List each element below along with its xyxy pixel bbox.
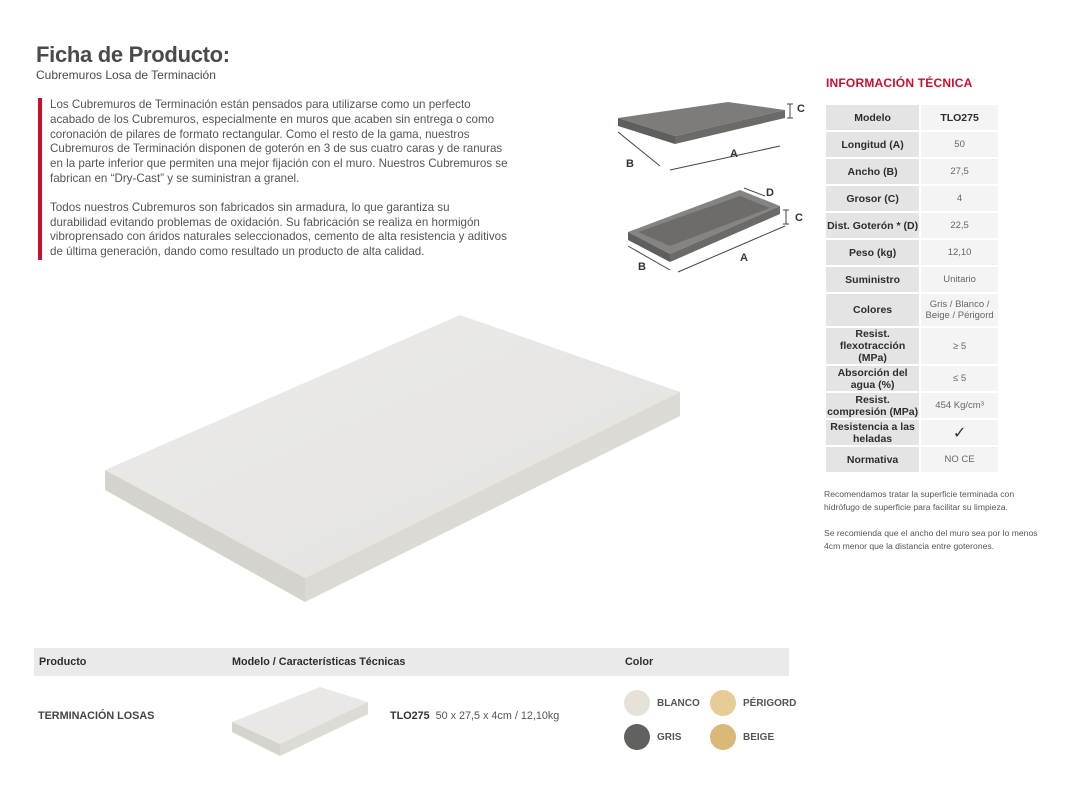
dim-label-c: C (795, 212, 803, 224)
note: Se recomienda que el ancho del muro sea por lo menos 4cm menor que la distancia entre goterones. (824, 528, 1038, 551)
dim-label-a: A (740, 252, 748, 264)
tech-key: Resistencia a las heladas (825, 419, 920, 446)
table-row (825, 419, 999, 446)
dimension-diagram-bottom (620, 184, 810, 274)
color-label: GRIS (657, 732, 682, 743)
model-code: TLO275 (390, 710, 430, 722)
tech-value: 27,5 (920, 158, 999, 185)
slab-bottom-view-icon (620, 184, 810, 274)
tech-value: 22,5 (920, 212, 999, 239)
tech-value: 12,10 (920, 239, 999, 266)
header-color: Color (625, 656, 654, 668)
tech-key: Resist. compresión (MPa) (825, 392, 920, 419)
page-subtitle: Cubremuros Losa de Terminación (36, 68, 216, 82)
tech-key: Modelo (825, 104, 920, 131)
tech-info-title: INFORMACIÓN TÉCNICA (826, 76, 973, 90)
table-row (825, 365, 999, 392)
table-row (825, 327, 999, 365)
table-row (825, 212, 999, 239)
table-row (825, 131, 999, 158)
tech-value: ≤ 5 (920, 365, 999, 392)
product-table-row (34, 678, 797, 782)
page-title: Ficha de Producto: (36, 42, 230, 67)
header-model: Modelo / Características Técnicas (232, 656, 406, 668)
tech-key: Resist. flexotracción (MPa) (825, 327, 920, 365)
tech-value: 4 (920, 185, 999, 212)
tech-value: ≥ 5 (920, 327, 999, 365)
slab-product-image (100, 310, 690, 610)
tech-key: Longitud (A) (825, 131, 920, 158)
product-image (100, 310, 690, 615)
dim-label-d: D (766, 187, 774, 199)
tech-value: 454 Kg/cm³ (920, 392, 999, 419)
color-label: PÉRIGORD (743, 698, 797, 709)
table-row (825, 158, 999, 185)
table-row (825, 446, 999, 473)
table-row (825, 266, 999, 293)
color-label: BLANCO (657, 698, 700, 709)
color-swatch-blanco (624, 690, 650, 716)
product-thumbnail (230, 684, 380, 764)
tech-key: Suministro (825, 266, 920, 293)
tech-key: Absorción del agua (%) (825, 365, 920, 392)
dim-label-c: C (797, 103, 805, 115)
tech-notes (824, 488, 1050, 552)
color-swatch-gris (624, 724, 650, 750)
tech-value: Unitario (920, 266, 999, 293)
color-swatch-beige (710, 724, 736, 750)
tech-key: Colores (825, 293, 920, 327)
intro-text (38, 98, 508, 260)
product-name: TERMINACIÓN LOSAS (38, 710, 155, 722)
tech-value: NO CE (920, 446, 999, 473)
slab-top-view-icon (610, 96, 810, 176)
product-table-header (34, 648, 789, 676)
dim-label-a: A (730, 148, 738, 160)
intro-paragraph: Los Cubremuros de Terminación están pensados para utilizarse como un perfecto acabado de los Cubremuros, especialmente en muros que acaben sin entrega o como coronación de pilares de formato rectangular. Como el resto de la gama, nuestros Cubremuros de Terminación disponen de goterón en 3 de sus cuatro caras y de ranuras en la parte inferior que permiten una mejor fijación con el muro. Nuestros Cubremuros se fabrican en “Dry-Cast” y se suministran a granel. (50, 98, 508, 185)
table-row (825, 293, 999, 327)
table-row (825, 185, 999, 212)
tech-key: Peso (kg) (825, 239, 920, 266)
tech-value: 50 (920, 131, 999, 158)
header-product: Producto (39, 656, 87, 668)
note: Recomendamos tratar la superficie terminada con hidrófugo de superficie para facilitar su limpieza. (824, 489, 1015, 512)
tech-key: Grosor (C) (825, 185, 920, 212)
tech-key: Dist. Goterón * (D) (825, 212, 920, 239)
dim-label-b: B (638, 261, 646, 273)
table-row (825, 239, 999, 266)
product-model (390, 710, 559, 722)
intro-paragraph: Todos nuestros Cubremuros son fabricados sin armadura, lo que garantiza su durabilidad evitando problemas de oxidación. Su fabricación se realiza en hormigón vibroprensado con áridos naturales seleccionados, cemento de alta resistencia y aditivos de última generación, dando como resultado un producto de alta calidad. (50, 200, 507, 259)
color-swatch-perigord (710, 690, 736, 716)
model-spec: 50 x 27,5 x 4cm / 12,10kg (435, 710, 560, 722)
dim-label-b: B (626, 158, 634, 170)
dimension-diagram-top (610, 96, 810, 176)
tech-value: Gris / Blanco / Beige / Périgord (920, 293, 999, 327)
tech-value: TLO275 (920, 104, 999, 131)
color-label: BEIGE (743, 732, 775, 743)
tech-key: Ancho (B) (825, 158, 920, 185)
tech-info-table (824, 103, 1000, 474)
table-row (825, 392, 999, 419)
checkmark-icon: ✓ (920, 419, 999, 446)
table-row (825, 104, 999, 131)
tech-key: Normativa (825, 446, 920, 473)
